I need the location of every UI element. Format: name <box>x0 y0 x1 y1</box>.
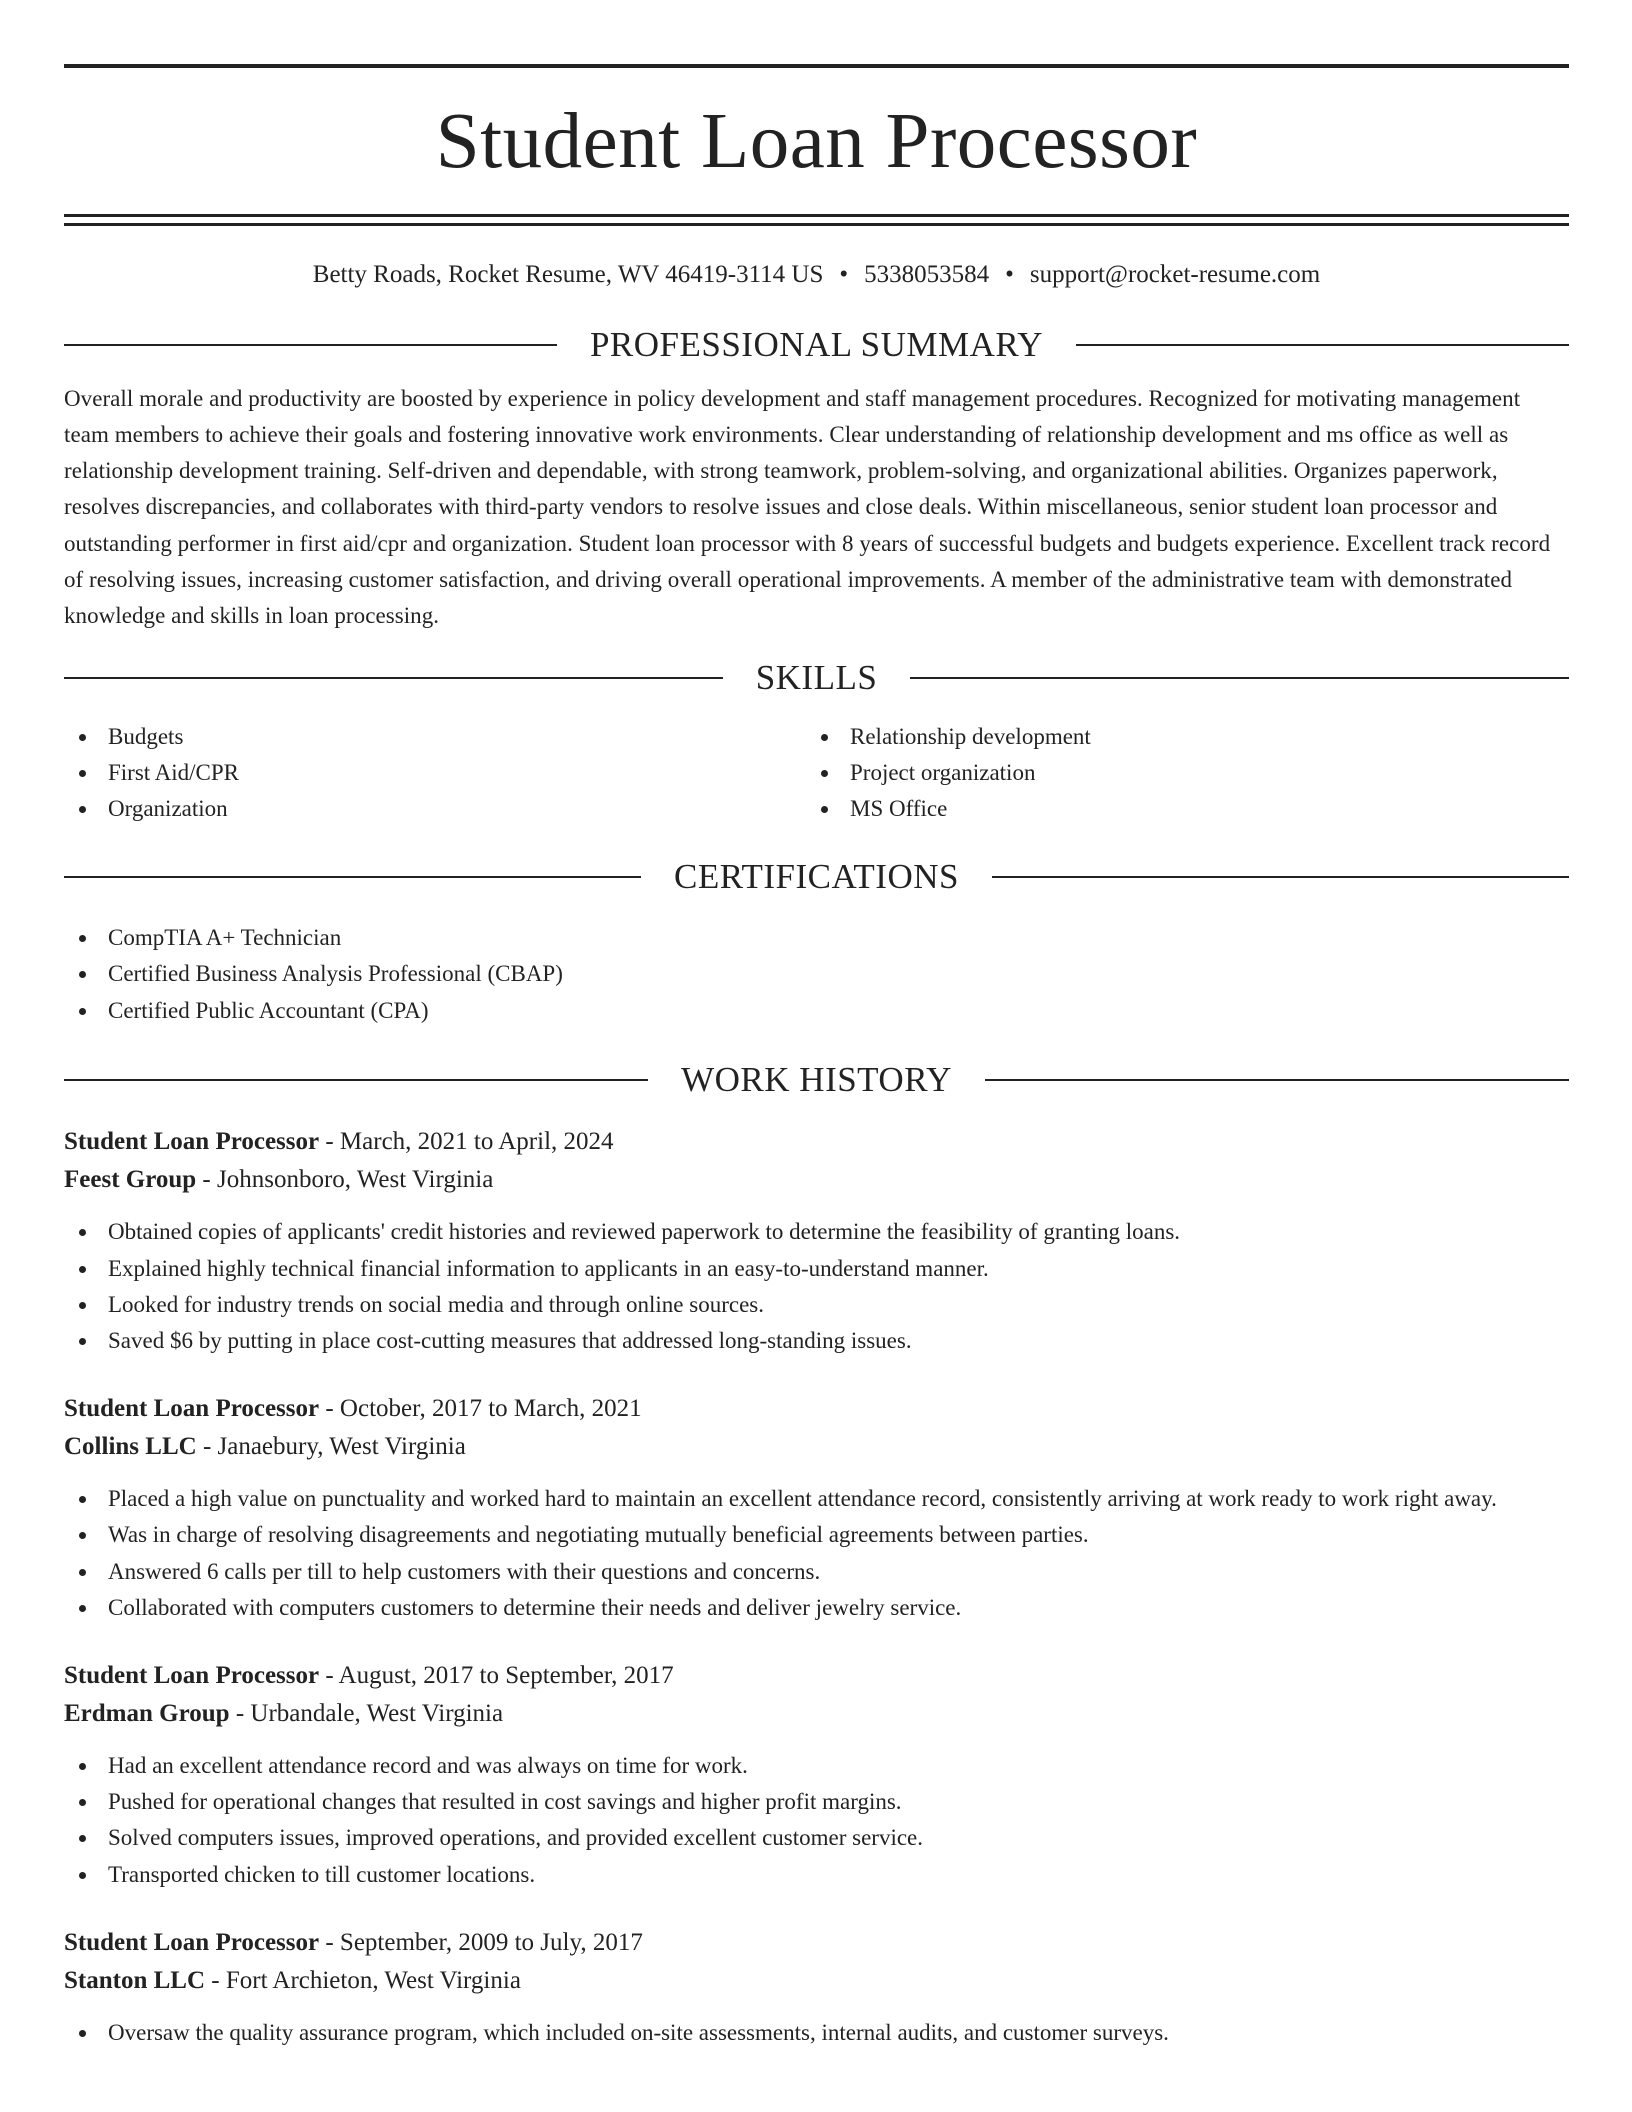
job-dates: - October, 2017 to March, 2021 <box>319 1395 642 1423</box>
skills-list <box>64 719 1569 828</box>
job-company-line <box>64 1161 1569 1199</box>
contact-email: support@rocket-resume.com <box>1029 261 1321 288</box>
job-bullet: Pushed for operational changes that resulted in cost savings and higher profit margins. <box>64 1784 1569 1820</box>
section-header-work-history <box>64 1061 1569 1100</box>
job-entry <box>64 1924 1569 2051</box>
job-bullets <box>64 1748 1569 1893</box>
divider-line <box>64 344 557 346</box>
section-header-summary <box>64 326 1569 365</box>
contact-separator: • <box>839 261 849 288</box>
job-title: Student Loan Processor <box>64 1395 320 1423</box>
skill-item: First Aid/CPR <box>64 755 806 791</box>
certification-item: Certified Business Analysis Professional (CBAP) <box>64 956 1569 992</box>
job-location: - Fort Archieton, West Virginia <box>205 1966 521 1994</box>
work-history-list <box>64 1123 1569 2051</box>
certification-item: CompTIA A+ Technician <box>64 920 1569 956</box>
job-bullet: Was in charge of resolving disagreements and negotiating mutually beneficial agreements between parties. <box>64 1517 1569 1553</box>
job-company-line <box>64 1428 1569 1466</box>
contact-line <box>64 260 1569 290</box>
section-title: SKILLS <box>755 657 878 697</box>
job-location: - Johnsonboro, West Virginia <box>196 1166 494 1194</box>
job-bullet: Obtained copies of applicants' credit histories and reviewed paperwork to determine the feasibility of granting loans. <box>64 1214 1569 1250</box>
job-location: - Janaebury, West Virginia <box>196 1433 466 1461</box>
divider-line <box>992 876 1569 878</box>
job-title-line <box>64 1390 1569 1428</box>
contact-separator: • <box>1005 261 1014 288</box>
job-location: - Urbandale, West Virginia <box>229 1699 504 1727</box>
certifications-list <box>64 920 1569 1029</box>
job-entry <box>64 1123 1569 1359</box>
divider-line <box>910 677 1569 679</box>
job-title-line <box>64 1657 1569 1695</box>
skill-item: MS Office <box>806 791 1548 827</box>
job-title: Student Loan Processor <box>64 1928 320 1956</box>
job-entry <box>64 1390 1569 1626</box>
job-bullet: Looked for industry trends on social media and through online sources. <box>64 1287 1569 1323</box>
job-company: Feest Group <box>64 1166 197 1194</box>
job-title-line <box>64 1924 1569 1962</box>
skill-item: Organization <box>64 791 806 827</box>
job-title: Student Loan Processor <box>64 1661 320 1689</box>
skills-column-left <box>64 719 806 828</box>
job-entry <box>64 1657 1569 1893</box>
section-title: PROFESSIONAL SUMMARY <box>589 325 1044 364</box>
job-bullet: Collaborated with computers customers to determine their needs and deliver jewelry service. <box>64 1590 1569 1626</box>
job-bullet: Had an excellent attendance record and was always on time for work. <box>64 1748 1569 1784</box>
job-company-line <box>64 1695 1569 1733</box>
top-rule <box>64 64 1569 68</box>
contact-address: Betty Roads, Rocket Resume, WV 46419-3114 US <box>312 261 824 288</box>
job-bullet: Oversaw the quality assurance program, which included on-site assessments, internal audits, and customer surveys. <box>64 2015 1569 2051</box>
job-bullet: Saved $6 by putting in place cost-cutting measures that addressed long-standing issues. <box>64 1323 1569 1359</box>
resume-page <box>64 64 1569 2051</box>
job-title: Student Loan Processor <box>64 1128 320 1156</box>
divider-line <box>1076 344 1569 346</box>
summary-text: Overall morale and productivity are boosted by experience in policy development and staff management procedures. Recognized for motivating management team members to achieve their goals and fostering innovative work environments. Clear understanding of relationship development and ms office as well as relationship development training. Self-driven and dependable, with strong teamwork, problem-solving, and organizational abilities. Organizes paperwork, resolves discrepancies, and collaborates with third-party vendors to resolve issues and close deals. Within miscellaneous, senior student loan processor and outstanding performer in first aid/cpr and organization. Student loan processor with 8 years of successful budgets and budgets experience. Excellent track record of resolving issues, increasing customer satisfaction, and driving overall operational improvements. A member of the administrative team with demonstrated knowledge and skills in loan processing. <box>64 385 1551 629</box>
divider-line <box>64 1079 648 1081</box>
job-dates: - August, 2017 to September, 2017 <box>319 1661 674 1689</box>
job-company: Stanton LLC <box>64 1966 206 1994</box>
job-bullets <box>64 2015 1569 2051</box>
section-title: WORK HISTORY <box>681 1059 952 1099</box>
contact-phone: 5338053584 <box>864 261 990 288</box>
skill-item: Project organization <box>806 755 1548 791</box>
divider-line <box>64 876 641 878</box>
title-double-rule <box>64 214 1569 226</box>
skills-column-right <box>806 719 1548 828</box>
section-header-skills <box>64 659 1569 698</box>
skill-item: Budgets <box>64 719 806 755</box>
job-bullet: Solved computers issues, improved operations, and provided excellent customer service. <box>64 1820 1569 1856</box>
job-dates: - September, 2009 to July, 2017 <box>319 1928 643 1956</box>
job-company: Erdman Group <box>64 1699 230 1727</box>
divider-line <box>985 1079 1569 1081</box>
job-bullet: Transported chicken to till customer locations. <box>64 1857 1569 1893</box>
job-company: Collins LLC <box>64 1433 197 1461</box>
job-bullet: Explained highly technical financial information to applicants in an easy-to-understand manner. <box>64 1251 1569 1287</box>
job-dates: - March, 2021 to April, 2024 <box>319 1128 614 1156</box>
resume-title: Student Loan Processor <box>435 98 1198 185</box>
job-company-line <box>64 1962 1569 2000</box>
job-bullet: Answered 6 calls per till to help customers with their questions and concerns. <box>64 1554 1569 1590</box>
job-bullets <box>64 1481 1569 1626</box>
job-bullet: Placed a high value on punctuality and worked hard to maintain an excellent attendance record, consistently arriving at work ready to work right away. <box>64 1481 1569 1517</box>
job-bullets <box>64 1214 1569 1359</box>
divider-line <box>64 677 723 679</box>
skill-item: Relationship development <box>806 719 1548 755</box>
certification-item: Certified Public Accountant (CPA) <box>64 993 1569 1029</box>
section-header-certifications <box>64 858 1569 897</box>
job-title-line <box>64 1123 1569 1161</box>
section-title: CERTIFICATIONS <box>674 856 959 896</box>
